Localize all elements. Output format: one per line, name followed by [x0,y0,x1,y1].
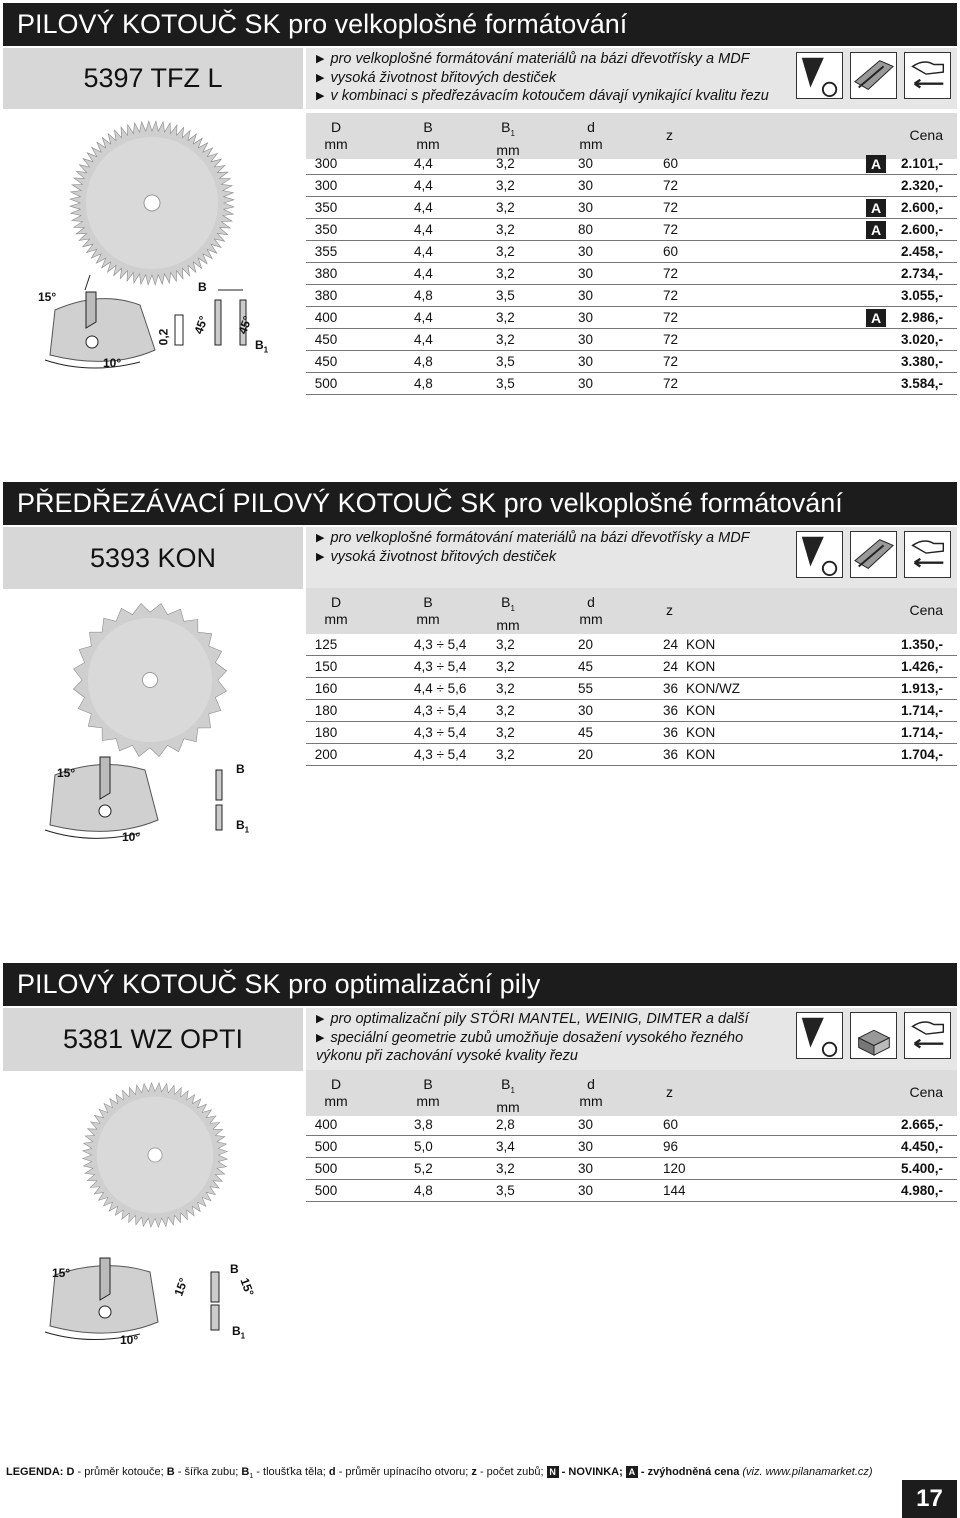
diameter-cell: 350 [314,222,338,237]
novinka-badge: N [547,1466,559,1478]
tooth-width-cell: 4,4 [414,244,433,259]
tooth-width-cell: 4,3 ÷ 5,4 [414,747,467,762]
table-header: D mm B mm $B_1$ mm d mm z Cena [306,113,957,159]
tooth-type-cell: KON [686,747,716,762]
width-label: B [230,1262,239,1276]
table-row [306,1114,957,1136]
diameter-cell: 125 [314,637,338,652]
price-cell: 3.584,- [900,376,943,391]
table-header: D mm B mm $B_1$ mm d mm z Cena [306,588,957,634]
teeth-count-cell: 36 [663,681,679,696]
tooth-width-cell: 4,4 [414,200,433,215]
table-row [306,1136,957,1158]
teeth-count-cell: 72 [663,200,679,215]
kerf-label: 0,2 [156,328,171,346]
body-thickness-cell: 3,5 [496,288,515,303]
tooth-width-cell: 4,8 [414,288,433,303]
diameter-cell: 350 [314,200,338,215]
table-row [306,1180,957,1202]
discount-badge: A [866,199,886,217]
bore-cell: 30 [578,266,594,281]
table-row [306,219,957,241]
diameter-cell: 150 [314,659,338,674]
body-thickness-cell: 3,2 [496,747,515,762]
bore-cell: 30 [578,703,594,718]
price-cell: 3.055,- [900,288,943,303]
bullet: ▶ pro optimalizační pily STÖRI MANTEL, WEINIG, DIMTER a další [316,1011,776,1030]
price-cell: 2.600,- [900,222,943,237]
width-label: B [198,280,207,294]
bullet: ▶ vysoká životnost břitových destiček [316,70,769,89]
width-label: B [236,762,245,776]
price-cell: 5.400,- [900,1161,943,1176]
diameter-cell: 500 [314,1183,338,1198]
teeth-count-cell: 96 [663,1139,679,1154]
teeth-count-cell: 72 [663,178,679,193]
price-cell: 3.380,- [900,354,943,369]
bore-cell: 30 [578,288,594,303]
diameter-cell: 450 [314,354,338,369]
tooth-width-cell: 4,4 [414,266,433,281]
tooth-width-cell: 4,3 ÷ 5,4 [414,703,467,718]
angle-label: 15° [57,766,76,780]
body-thickness-cell: 3,5 [496,354,515,369]
body-thickness-cell: 3,2 [496,703,515,718]
bullet: ▶ pro velkoplošné formátování materiálů na bázi dřevotřísky a MDF [316,530,750,549]
diameter-cell: 300 [314,178,338,193]
body-thickness-cell: 2,8 [496,1117,515,1132]
body-thickness-cell: 3,2 [496,222,515,237]
price-cell: 1.704,- [900,747,943,762]
bevel-label: 45° [191,314,211,336]
bore-cell: 30 [578,178,594,193]
body-thickness-cell: 3,2 [496,310,515,325]
tooth-width-cell: 5,0 [414,1139,433,1154]
section-title: PILOVÝ KOTOUČ SK pro optimalizační pily [3,963,957,1006]
table-row [306,263,957,285]
price-cell: 2.101,- [900,156,943,171]
hand-feed-icon [904,1012,951,1059]
tooth-width-cell: 4,8 [414,376,433,391]
angle-label: 15° [38,290,57,304]
teeth-count-cell: 36 [663,747,679,762]
table-row [306,175,957,197]
bullet: ▶ v kombinaci s předřezávacím kotoučem dávají vynikající kvalitu řezu [316,88,769,107]
bore-cell: 80 [578,222,594,237]
bore-cell: 30 [578,332,594,347]
table-row [306,744,957,766]
diameter-cell: 300 [314,156,338,171]
bore-cell: 30 [578,354,594,369]
product-code: 5397 TFZ L [3,48,303,109]
price-table [306,1114,957,1202]
diameter-cell: 180 [314,725,338,740]
product-code: 5393 KON [3,527,303,589]
bore-cell: 30 [578,1183,594,1198]
price-badge: A [626,1466,638,1478]
bevel-label: 45° [235,314,255,336]
teeth-count-cell: 72 [663,332,679,347]
body-thickness-cell: 3,2 [496,178,515,193]
price-cell: 2.320,- [900,178,943,193]
tooth-type-cell: KON [686,659,716,674]
bevel-label: 15° [237,1276,257,1298]
angle-label: 15° [52,1266,71,1280]
teeth-count-cell: 36 [663,725,679,740]
body-thickness-label: $B_1$ [255,338,269,355]
table-header: D mm B mm $B_1$ mm d mm z Cena [306,1070,957,1116]
table-row [306,351,957,373]
price-cell: 2.734,- [900,266,943,281]
saw-blade-image [80,1080,230,1230]
body-thickness-cell: 3,2 [496,244,515,259]
tooth-width-cell: 5,2 [414,1161,433,1176]
body-thickness-cell: 3,2 [496,200,515,215]
angle-label: 10° [120,1333,139,1347]
price-cell: 1.426,- [900,659,943,674]
teeth-count-cell: 72 [663,354,679,369]
tooth-width-cell: 4,4 [414,156,433,171]
teeth-count-cell: 60 [663,1117,679,1132]
bore-cell: 30 [578,310,594,325]
bore-cell: 55 [578,681,594,696]
body-thickness-cell: 3,2 [496,725,515,740]
bore-cell: 45 [578,725,594,740]
price-cell: 1.913,- [900,681,943,696]
table-row [306,241,957,263]
tooth-width-cell: 4,4 ÷ 5,6 [414,681,467,696]
bore-cell: 30 [578,156,594,171]
bore-cell: 30 [578,1161,594,1176]
tooth-width-cell: 4,3 ÷ 5,4 [414,725,467,740]
teeth-count-cell: 72 [663,376,679,391]
body-thickness-label: $B_1$ [236,818,250,835]
diameter-cell: 500 [314,1161,338,1176]
teeth-count-cell: 24 [663,637,679,652]
diameter-cell: 400 [314,1117,338,1132]
bore-cell: 20 [578,747,594,762]
teeth-count-cell: 144 [663,1183,686,1198]
teeth-count-cell: 60 [663,156,679,171]
price-cell: 2.665,- [900,1117,943,1132]
diameter-cell: 380 [314,266,338,281]
price-cell: 2.600,- [900,200,943,215]
table-row [306,307,957,329]
body-thickness-cell: 3,2 [496,681,515,696]
diameter-cell: 500 [314,376,338,391]
body-thickness-cell: 3,2 [496,332,515,347]
tooth-type-cell: KON [686,637,716,652]
tooth-width-cell: 4,3 ÷ 5,4 [414,637,467,652]
product-description [306,48,957,109]
panel-cut-icon [850,52,897,99]
table-row [306,153,957,175]
angle-label: 10° [103,356,122,370]
diameter-cell: 500 [314,1139,338,1154]
bullet: ▶ vysoká životnost břitových destiček [316,549,750,568]
table-row [306,373,957,395]
discount-badge: A [866,309,886,327]
teeth-count-cell: 72 [663,288,679,303]
price-cell: 4.450,- [900,1139,943,1154]
bore-cell: 30 [578,1117,594,1132]
table-row [306,197,957,219]
table-row [306,700,957,722]
discount-badge: A [866,221,886,239]
tooth-type-cell: KON [686,725,716,740]
price-cell: 2.986,- [900,310,943,325]
saw-blade-image [67,118,237,288]
hand-feed-icon [904,531,951,578]
diameter-cell: 450 [314,332,338,347]
bevel-label: 15° [171,1276,191,1298]
tooth-width-cell: 4,4 [414,310,433,325]
price-cell: 2.458,- [900,244,943,259]
teeth-count-cell: 24 [663,659,679,674]
bore-cell: 30 [578,1139,594,1154]
section-title: PILOVÝ KOTOUČ SK pro velkoplošné formátování [3,3,957,46]
body-thickness-label: $B_1$ [232,1324,246,1341]
teeth-count-cell: 72 [663,222,679,237]
teeth-count-cell: 36 [663,703,679,718]
bore-cell: 45 [578,659,594,674]
teeth-count-cell: 120 [663,1161,686,1176]
diameter-cell: 380 [314,288,338,303]
tooth-width-cell: 4,4 [414,178,433,193]
product-description [306,527,957,589]
diameter-cell: 400 [314,310,338,325]
tooth-width-cell: 3,8 [414,1117,433,1132]
tooth-width-cell: 4,8 [414,1183,433,1198]
diameter-cell: 200 [314,747,338,762]
page-number: 17 [902,1480,957,1518]
tooth-width-cell: 4,4 [414,332,433,347]
blade-groove-icon [796,531,843,578]
price-cell: 4.980,- [900,1183,943,1198]
body-thickness-cell: 3,2 [496,266,515,281]
discount-badge: A [866,155,886,173]
table-row [306,678,957,700]
tooth-width-cell: 4,3 ÷ 5,4 [414,659,467,674]
price-cell: 1.714,- [900,703,943,718]
table-row [306,634,957,656]
product-description [306,1008,957,1071]
blade-groove-icon [796,52,843,99]
body-thickness-cell: 3,2 [496,1161,515,1176]
diameter-cell: 180 [314,703,338,718]
tooth-width-cell: 4,8 [414,354,433,369]
price-table [306,153,957,395]
bore-cell: 30 [578,244,594,259]
teeth-count-cell: 72 [663,310,679,325]
tooth-width-cell: 4,4 [414,222,433,237]
product-code: 5381 WZ OPTI [3,1008,303,1071]
hand-feed-icon [904,52,951,99]
tooth-type-cell: KON/WZ [686,681,740,696]
section-title: PŘEDŘEZÁVACÍ PILOVÝ KOTOUČ SK pro velkoplošné formátování [3,482,957,525]
diameter-cell: 160 [314,681,338,696]
legend: LEGENDA: D - průměr kotouče; B - šířka zubu; $B_1$ - tloušťka těla; d - průměr upínacího otvoru; z - počet zubů; N - NOVINKA; A - zvýhodněná cena (viz. www.pilanamarket.cz) [6,1466,873,1481]
block-cut-icon [850,1012,897,1059]
bullet: ▶ pro velkoplošné formátování materiálů na bázi dřevotřísky a MDF [316,51,769,70]
price-cell: 1.714,- [900,725,943,740]
bore-cell: 20 [578,637,594,652]
teeth-count-cell: 60 [663,244,679,259]
angle-label: 10° [122,830,141,844]
table-row [306,329,957,351]
panel-cut-icon [850,531,897,578]
tooth-type-cell: KON [686,703,716,718]
body-thickness-cell: 3,2 [496,156,515,171]
saw-blade-image [70,600,230,760]
price-cell: 3.020,- [900,332,943,347]
body-thickness-cell: 3,5 [496,1183,515,1198]
price-cell: 1.350,- [900,637,943,652]
body-thickness-cell: 3,5 [496,376,515,391]
body-thickness-cell: 3,4 [496,1139,515,1154]
table-row [306,1158,957,1180]
bore-cell: 30 [578,376,594,391]
teeth-count-cell: 72 [663,266,679,281]
blade-groove-icon [796,1012,843,1059]
bore-cell: 30 [578,200,594,215]
table-row [306,285,957,307]
bullet: ▶ speciální geometrie zubů umožňuje dosažení vysokého řezného výkonu při zachování vysoké kvality řezu [316,1030,776,1066]
table-row [306,722,957,744]
body-thickness-cell: 3,2 [496,659,515,674]
price-table [306,634,957,766]
table-row [306,656,957,678]
body-thickness-cell: 3,2 [496,637,515,652]
diameter-cell: 355 [314,244,338,259]
